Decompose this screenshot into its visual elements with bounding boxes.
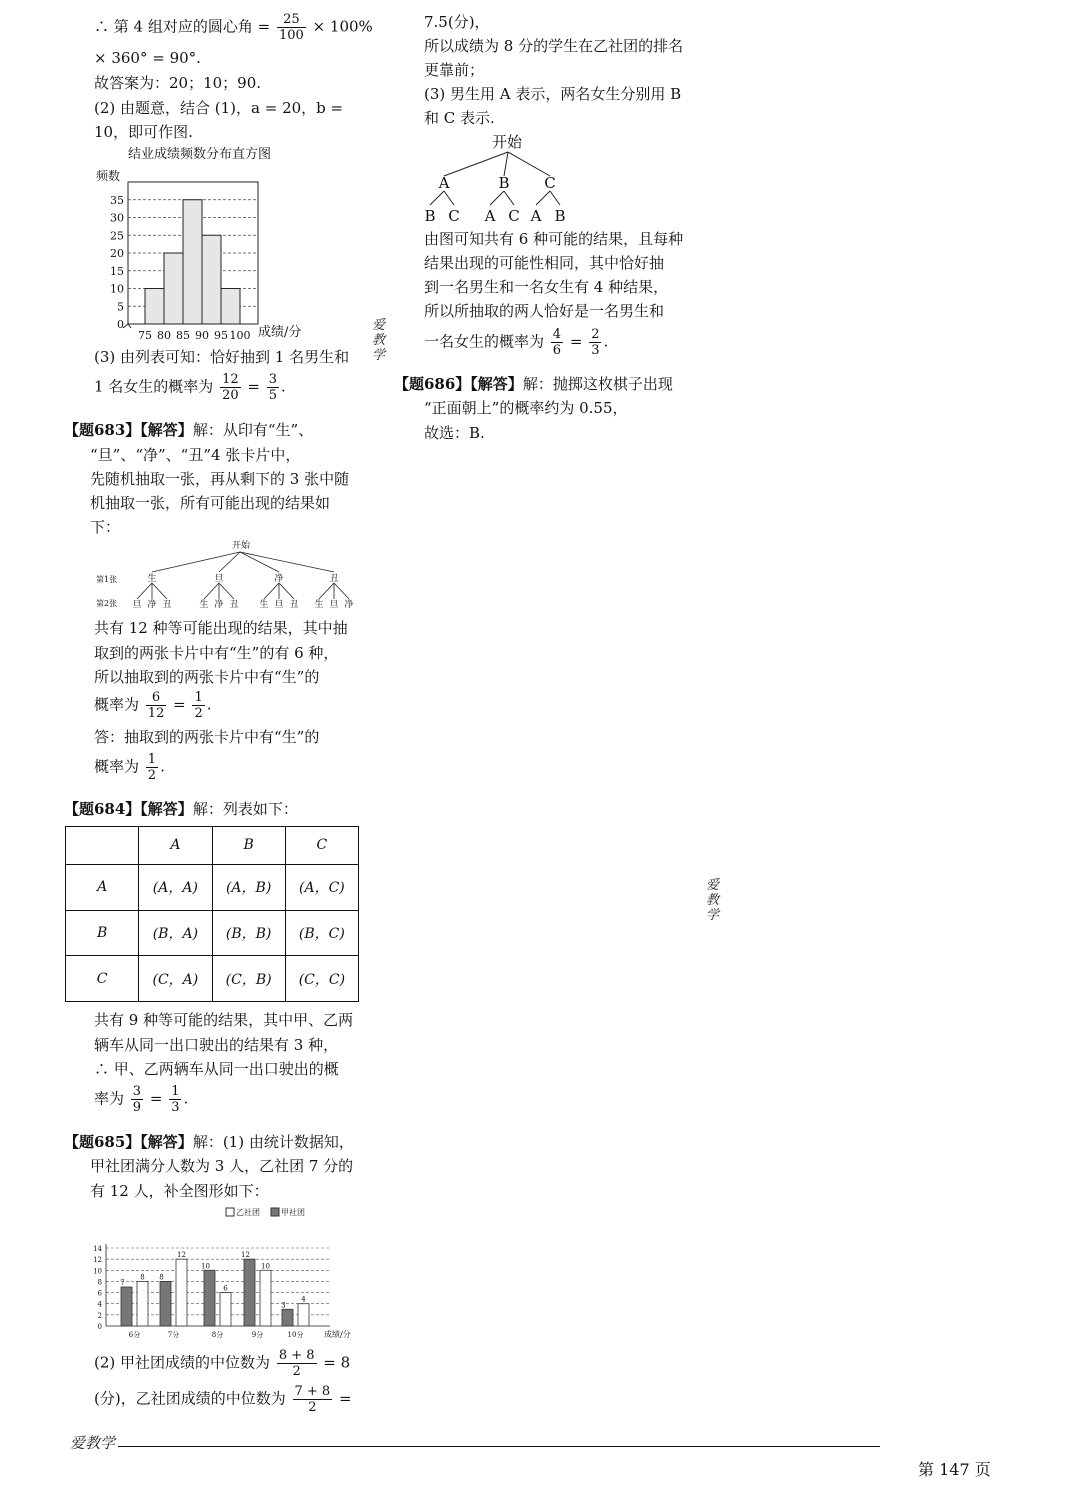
right-text-5: 一名女生的概率为 $\frac{4}{6}$ = $\frac{2}{3}$ .	[424, 327, 609, 358]
line-q3-prob: 1 名女生的概率为 $\frac{12}{20}$ = $\frac{3}{5}$ .	[94, 372, 286, 403]
tree-right-node-level1: A	[438, 174, 450, 192]
club-bar-chart	[88, 1200, 363, 1345]
bar685-bar-jia	[244, 1259, 255, 1326]
table-cell: (C，C)	[285, 956, 358, 1002]
footer-rule	[118, 1446, 880, 1447]
bar685-bar-yi	[176, 1259, 187, 1326]
right-text-4: 所以所抽取的两人恰好是一名男生和	[424, 302, 665, 320]
table-row	[66, 956, 359, 1002]
tree683-branch	[264, 583, 279, 599]
fraction: $\frac{1}{2}$	[147, 752, 157, 783]
q683-line-1: 【题683】【解答】解：从印有“生”、	[64, 421, 314, 439]
bar685-bar-yi	[220, 1293, 231, 1326]
bar685-label-jia: 10	[201, 1262, 210, 1271]
tree683-node-level2: 旦	[329, 600, 339, 610]
tree-right-node-level2: B	[424, 207, 436, 225]
tree-right-branch	[536, 191, 550, 205]
right-text-2: 结果出现的可能性相同，其中恰好抽	[424, 254, 665, 272]
table-cell: (C，B)	[212, 956, 285, 1002]
q685-label: 【题685】【解答】	[64, 1133, 193, 1151]
q685-line-1: 【题685】【解答】解：(1) 由统计数据知，	[64, 1133, 354, 1151]
fraction: $\frac{2}{3}$	[591, 327, 600, 358]
bar685-xlabel: 成绩/分	[324, 1330, 351, 1339]
tree-right-root: 开始	[492, 133, 523, 151]
q686-line-2: “正面朝上”的概率约为 0.55，	[424, 399, 628, 417]
table-cell: C	[285, 827, 358, 865]
line-q2: (2) 由题意，结合 (1)，a = 20，b =	[94, 99, 344, 117]
q686-line-3: 故选：B.	[424, 424, 485, 442]
q684-result-1: 共有 9 种等可能的结果，其中甲、乙两	[94, 1011, 354, 1029]
bar685-y-tick: 4	[97, 1300, 102, 1309]
page-number: 第 147 页	[918, 1460, 991, 1479]
fraction: $\frac{4}{6}$	[552, 327, 562, 358]
tree683-branch	[319, 583, 334, 599]
fraction: $\frac{3}{5}$	[268, 372, 278, 403]
bar685-x-tick: 8分	[211, 1331, 224, 1339]
tree683-branch	[204, 583, 219, 599]
tree683-node-level2: 旦	[274, 600, 284, 610]
q683-label: 【题683】【解答】	[64, 421, 193, 439]
table-header-row	[66, 827, 359, 865]
histogram-x-tick: 75	[138, 329, 152, 342]
bar685-x-tick: 6分	[128, 1331, 141, 1339]
bar685-bar-yi	[137, 1281, 148, 1326]
line-answer-1: 故答案为：20；10；90.	[94, 74, 262, 92]
tree683-node-level2: 丑	[289, 600, 299, 610]
tree-right-branch	[508, 152, 550, 176]
q683-line-3: 先随机抽取一张，再从剩下的 3 张中随	[90, 470, 350, 488]
table-cell: (A，C)	[285, 864, 358, 910]
tree683-node-level2: 净	[344, 600, 354, 610]
bar685-x-tick: 9分	[251, 1331, 264, 1339]
q683-line-2: “旦”、“净”、“丑”4 张卡片中，	[90, 446, 301, 464]
fraction: $\frac{12}{20}$	[222, 372, 239, 403]
bar685-bar-jia	[121, 1287, 132, 1326]
table-cell: A	[139, 827, 212, 865]
tree683-node-level2: 丑	[162, 600, 172, 610]
histogram-bar	[221, 289, 240, 325]
histogram-y-tick: 25	[110, 229, 124, 243]
histogram-y-tick: 0	[117, 318, 124, 331]
tree683-branch	[240, 552, 334, 572]
tree683-branch	[240, 552, 279, 572]
right-line-3: 更靠前；	[424, 61, 485, 79]
histogram-x-tick: 80	[157, 329, 171, 342]
table-cell: B	[66, 910, 139, 956]
histogram-y-tick: 20	[110, 247, 124, 260]
tree683-branch	[334, 583, 349, 599]
line-angle: ∴ 第 4 组对应的圆心角 = $\frac{25}{100}$ × 100%	[94, 12, 373, 43]
table-row	[66, 864, 359, 910]
bar685-bar-yi	[298, 1304, 309, 1326]
tree683-row2-label: 第2张	[96, 599, 118, 608]
q683-line-4: 机抽取一张，所有可能出现的结果如	[90, 494, 331, 512]
legend-label-yi: 乙社团	[236, 1208, 260, 1217]
q685-line-2: 甲社团满分人数为 3 人，乙社团 7 分的	[90, 1157, 354, 1175]
line-q3: (3) 由列表可知：恰好抽到 1 名男生和	[94, 348, 350, 366]
tree-right-branch	[430, 191, 444, 205]
axis-break-icon	[123, 324, 131, 328]
table-cell: B	[212, 827, 285, 865]
right-line-4: (3) 男生用 A 表示，两名女生分别用 B	[424, 85, 682, 103]
bar685-y-tick: 8	[97, 1278, 102, 1287]
legend-swatch-jia	[271, 1208, 279, 1216]
tree683-node-level2: 生	[314, 600, 324, 610]
table-cell: (B，A)	[139, 910, 212, 956]
tree683-node-level1: 净	[274, 574, 284, 584]
bar685-y-tick: 6	[97, 1289, 102, 1298]
tree683-node-level1: 旦	[214, 574, 224, 584]
histogram-chart	[88, 142, 328, 342]
right-text-1: 由图可知共有 6 种可能的结果，且每种	[424, 230, 684, 248]
q685-line-3: 有 12 人，补全图形如下：	[90, 1182, 269, 1200]
histogram-x-tick: 100	[229, 329, 251, 342]
table-cell: (C，A)	[139, 956, 212, 1002]
tree-right-node-level2: A	[484, 207, 496, 225]
histogram-x-tick: 85	[176, 329, 190, 342]
bar685-label-jia: 3	[281, 1301, 286, 1310]
bar685-y-tick: 10	[93, 1267, 102, 1276]
bar685-y-tick: 12	[93, 1256, 102, 1265]
tree683-node-level2: 生	[259, 600, 269, 610]
table-cell: (A，B)	[212, 864, 285, 910]
line-360: × 360° = 90°.	[94, 49, 201, 67]
table-cell: C	[66, 956, 139, 1002]
legend-swatch-yi	[226, 1208, 234, 1216]
tree-right-node-level2: C	[508, 207, 520, 225]
table-cell: (A，A)	[139, 864, 212, 910]
tree-right-node-level2: C	[448, 207, 460, 225]
q683-result-3: 所以抽取到的两张卡片中有“生”的	[94, 668, 320, 686]
histogram-ylabel: 频数	[96, 169, 121, 183]
right-line-1: 7.5(分)，	[424, 13, 490, 31]
q686-label: 【题686】【解答】	[394, 375, 523, 393]
tree683-branch	[137, 583, 152, 599]
bar685-label-yi: 8	[140, 1273, 145, 1282]
tree-right-node-level1: B	[498, 174, 510, 192]
bar685-label-yi: 6	[223, 1284, 228, 1293]
histogram-bar	[164, 253, 183, 324]
histogram-bar	[202, 235, 221, 324]
histogram-bar	[145, 289, 164, 325]
bar685-label-yi: 12	[177, 1251, 186, 1260]
table-cell	[66, 827, 139, 865]
histogram-y-tick: 10	[110, 282, 124, 296]
histogram-xlabel: 成绩/分	[258, 325, 302, 340]
tree-right-branch	[444, 152, 508, 176]
bar685-bar-jia	[282, 1309, 293, 1326]
tree683-node-level2: 净	[214, 600, 224, 610]
bar685-label-jia: 7	[120, 1279, 125, 1287]
tree-diagram-right	[418, 128, 588, 228]
footer-brand: 爱教学	[70, 1434, 116, 1452]
tree683-branch	[219, 583, 234, 599]
histogram-bar	[183, 200, 202, 324]
tree-diagram-683	[92, 536, 362, 616]
histogram-title: 结业成绩频数分布直方图	[128, 147, 272, 162]
table-cell: A	[66, 864, 139, 910]
q684-result-2: 辆车从同一出口驶出的结果有 3 种，	[94, 1036, 339, 1054]
bar685-y-tick: 0	[97, 1323, 102, 1331]
outcome-table	[65, 826, 359, 1002]
tree683-node-level1: 丑	[329, 574, 339, 584]
tree-right-branch	[504, 152, 508, 176]
tree683-branch	[219, 552, 240, 572]
histogram-x-tick: 90	[195, 329, 209, 342]
tree-right-branch	[444, 191, 454, 205]
bar685-label-jia: 12	[241, 1251, 250, 1260]
line-q2b: 10，即可作图.	[94, 123, 193, 141]
bar685-label-yi: 10	[261, 1262, 270, 1271]
tree683-branch	[152, 583, 167, 599]
q684-result-4: 率为 $\frac{3}{9}$ = $\frac{1}{3}$ .	[94, 1084, 189, 1115]
histogram-y-tick: 15	[110, 264, 124, 278]
histogram-y-tick: 30	[110, 211, 124, 225]
fraction: $\frac{8 + 8}{2}$	[278, 1348, 315, 1379]
q685-median-1: (2) 甲社团成绩的中位数为 $\frac{8 + 8}{2}$ = 8	[94, 1348, 351, 1379]
q684-result-3: ∴ 甲、乙两辆车从同一出口驶出的概	[94, 1060, 339, 1078]
tree-right-branch	[550, 191, 560, 205]
tree683-node-level2: 生	[199, 600, 209, 610]
fraction: $\frac{6}{12}$	[147, 690, 165, 721]
q683-result-2: 取到的两张卡片中有“生”的有 6 种，	[94, 644, 339, 662]
right-line-2: 所以成绩为 8 分的学生在乙社团的排名	[424, 37, 684, 55]
q683-result-1: 共有 12 种等可能出现的结果，其中抽	[94, 619, 348, 637]
bar685-x-tick: 10分	[287, 1331, 304, 1339]
q684-label: 【题684】【解答】	[64, 800, 193, 818]
tree683-node-level2: 旦	[132, 600, 142, 610]
tree-right-branch	[490, 191, 504, 205]
q684-line-1: 【题684】【解答】解：列表如下：	[64, 800, 298, 818]
right-text-3: 到一名男生和一名女生有 4 种结果，	[424, 278, 669, 296]
tree683-row1-label: 第1张	[96, 575, 118, 584]
tree-right-node-level1: C	[544, 174, 556, 192]
histogram-y-tick: 5	[117, 300, 124, 314]
bar685-y-tick: 2	[97, 1311, 102, 1320]
tree683-node-level2: 净	[147, 600, 157, 610]
table-cell: (B，C)	[285, 910, 358, 956]
q686-line-1: 【题686】【解答】解：抛掷这枚棋子出现	[394, 375, 673, 393]
fraction: $\frac{1}{3}$	[171, 1084, 180, 1115]
fraction: $\frac{3}{9}$	[132, 1084, 142, 1115]
right-line-5: 和 C 表示.	[424, 109, 495, 127]
q683-result-4: 概率为 $\frac{6}{12}$ = $\frac{1}{2}$ .	[94, 690, 212, 721]
histogram-x-tick: 95	[214, 329, 228, 342]
bar685-y-tick: 14	[93, 1245, 102, 1253]
q683-line-5: 下：	[90, 518, 121, 536]
legend-label-jia: 甲社团	[281, 1208, 305, 1217]
q683-answer-1: 答：抽取到的两张卡片中有“生”的	[94, 728, 320, 746]
tree683-branch	[152, 552, 240, 572]
q685-median-2: (分)，乙社团成绩的中位数为 $\frac{7 + 8}{2}$ =	[94, 1384, 352, 1415]
watermark-signature: 爱教学	[706, 878, 720, 923]
bar685-x-tick: 7分	[167, 1331, 180, 1339]
tree-right-branch	[504, 191, 514, 205]
tree-right-node-level2: A	[530, 207, 542, 225]
table-row	[66, 910, 359, 956]
tree-right-node-level2: B	[554, 207, 566, 225]
tree683-node-level2: 丑	[229, 600, 239, 610]
bar685-label-yi: 4	[301, 1295, 306, 1304]
tree683-node-level1: 生	[147, 574, 157, 584]
tree683-root: 开始	[232, 541, 251, 551]
bar685-bar-jia	[160, 1281, 171, 1326]
watermark-signature: 爱教学	[372, 318, 386, 363]
bar685-bar-yi	[260, 1270, 271, 1326]
fraction: $\frac{1}{2}$	[194, 690, 203, 721]
fraction: $\frac{25}{100}$	[278, 12, 304, 43]
fraction: $\frac{7 + 8}{2}$	[294, 1384, 331, 1415]
tree683-branch	[279, 583, 294, 599]
q683-answer-2: 概率为 $\frac{1}{2}$ .	[94, 752, 165, 783]
bar685-bar-jia	[204, 1270, 215, 1326]
table-cell: (B，B)	[212, 910, 285, 956]
bar685-label-jia: 8	[159, 1273, 164, 1282]
histogram-y-tick: 35	[110, 193, 124, 207]
